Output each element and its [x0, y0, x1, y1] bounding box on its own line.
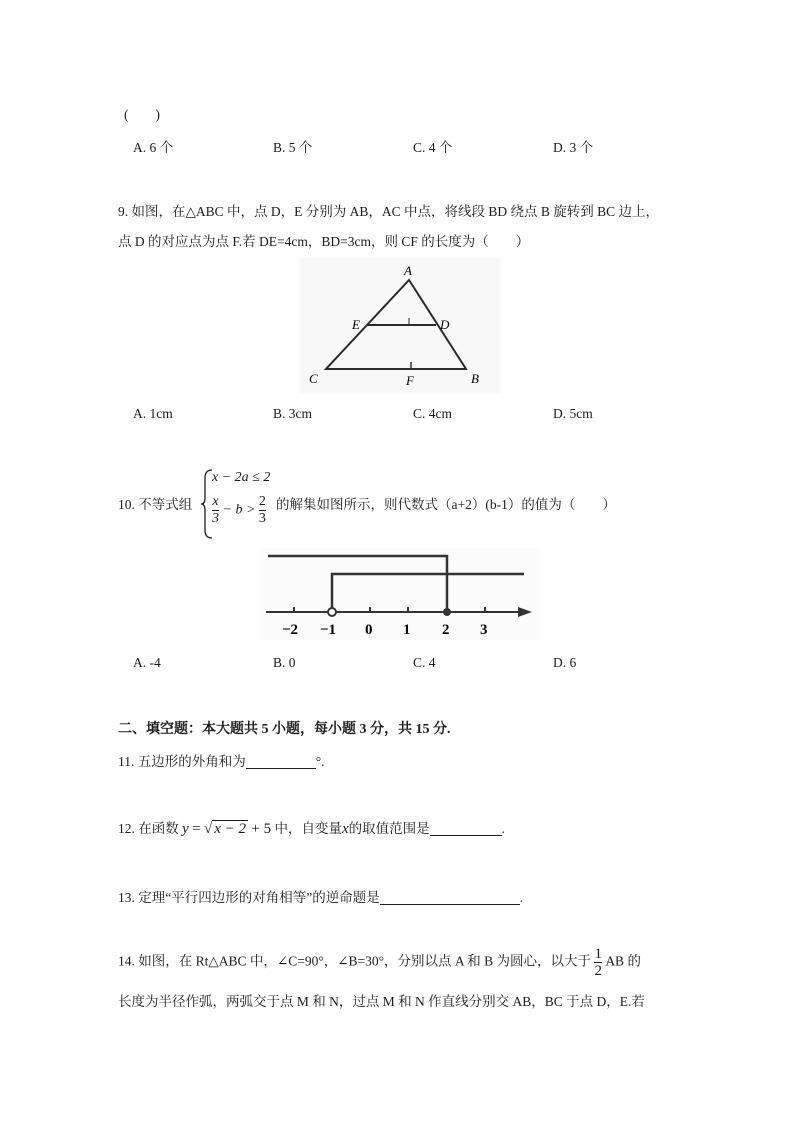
q12-answer-blank[interactable]	[430, 821, 502, 836]
q8-option-d: D. 3 个	[553, 140, 594, 155]
label-d: D	[440, 317, 450, 332]
q10-option-c: C. 4	[413, 655, 436, 670]
q10-option-a: A. -4	[133, 655, 161, 670]
q11-answer-blank[interactable]	[246, 754, 316, 769]
q10-suffix: 的解集如图所示，则代数式（a+2）(b-1）的值为（ ）	[276, 497, 616, 512]
q8-option-c: C. 4 个	[413, 140, 453, 155]
q9-option-c: C. 4cm	[413, 406, 452, 421]
tick-label-3: 3	[480, 622, 488, 638]
q13-answer-blank[interactable]	[380, 890, 520, 905]
q8-option-b: B. 5 个	[273, 140, 313, 155]
label-a: A	[404, 263, 412, 278]
q10-inequality-1: x − 2a ≤ 2	[212, 470, 271, 485]
tick-label-0: 0	[365, 622, 373, 638]
q10-prefix: 10. 不等式组	[118, 497, 193, 512]
label-b: B	[471, 371, 479, 386]
q10-option-d: D. 6	[553, 655, 577, 670]
q9-option-d: D. 5cm	[553, 406, 593, 421]
q13: 13. 定理“平行四边形的对角相等”的逆命题是 .	[118, 890, 524, 905]
q10-number-line	[260, 548, 540, 640]
q9-text-line2: 点 D 的对应点为点 F.若 DE=4cm，BD=3cm，则 CF 的长度为（ ）	[118, 234, 530, 249]
tick-label-neg1: −1	[320, 622, 337, 638]
q14-line1: 14. 如图，在 Rt△ABC 中，∠C=90°，∠B=30°，分别以点 A 和 B 为圆心，以大于 $\frac{1}{2}$ AB 的	[118, 946, 641, 979]
q10-option-b: B. 0	[273, 655, 296, 670]
q8-option-a: A. 6 个	[133, 140, 174, 155]
tick-label-2: 2	[442, 622, 450, 638]
label-f: F	[406, 373, 414, 388]
q14-line2: 长度为半径作弧，两弧交于点 M 和 N，过点 M 和 N 作直线分别交 AB，BC 于点 D，E.若	[118, 994, 645, 1009]
tick-label-1: 1	[403, 622, 411, 638]
q11: 11. 五边形的外角和为 °.	[118, 754, 325, 769]
section-2-title: 二、填空题：本大题共 5 小题，每小题 3 分，共 15 分.	[118, 722, 451, 737]
q12: 12. 在函数 y = √ x − 2 + 5 中，自变量x的取值范围是 .	[118, 821, 506, 837]
q8-answer-paren: ( )	[124, 107, 160, 122]
label-c: C	[309, 371, 318, 386]
q9-text-line1: 9. 如图，在△ABC 中，点 D，E 分别为 AB，AC 中点，将线段 BD 绕点 B 旋转到 BC 边上，	[118, 204, 660, 219]
q9-option-a: A. 1cm	[133, 406, 173, 421]
label-e: E	[352, 317, 360, 332]
tick-label-neg2: −2	[282, 622, 299, 638]
q10-inequality-2: $\frac{x}{3}$ − b > $\frac{2}{3}$	[212, 494, 266, 526]
q9-triangle-figure	[300, 258, 500, 393]
q9-option-b: B. 3cm	[273, 406, 312, 421]
